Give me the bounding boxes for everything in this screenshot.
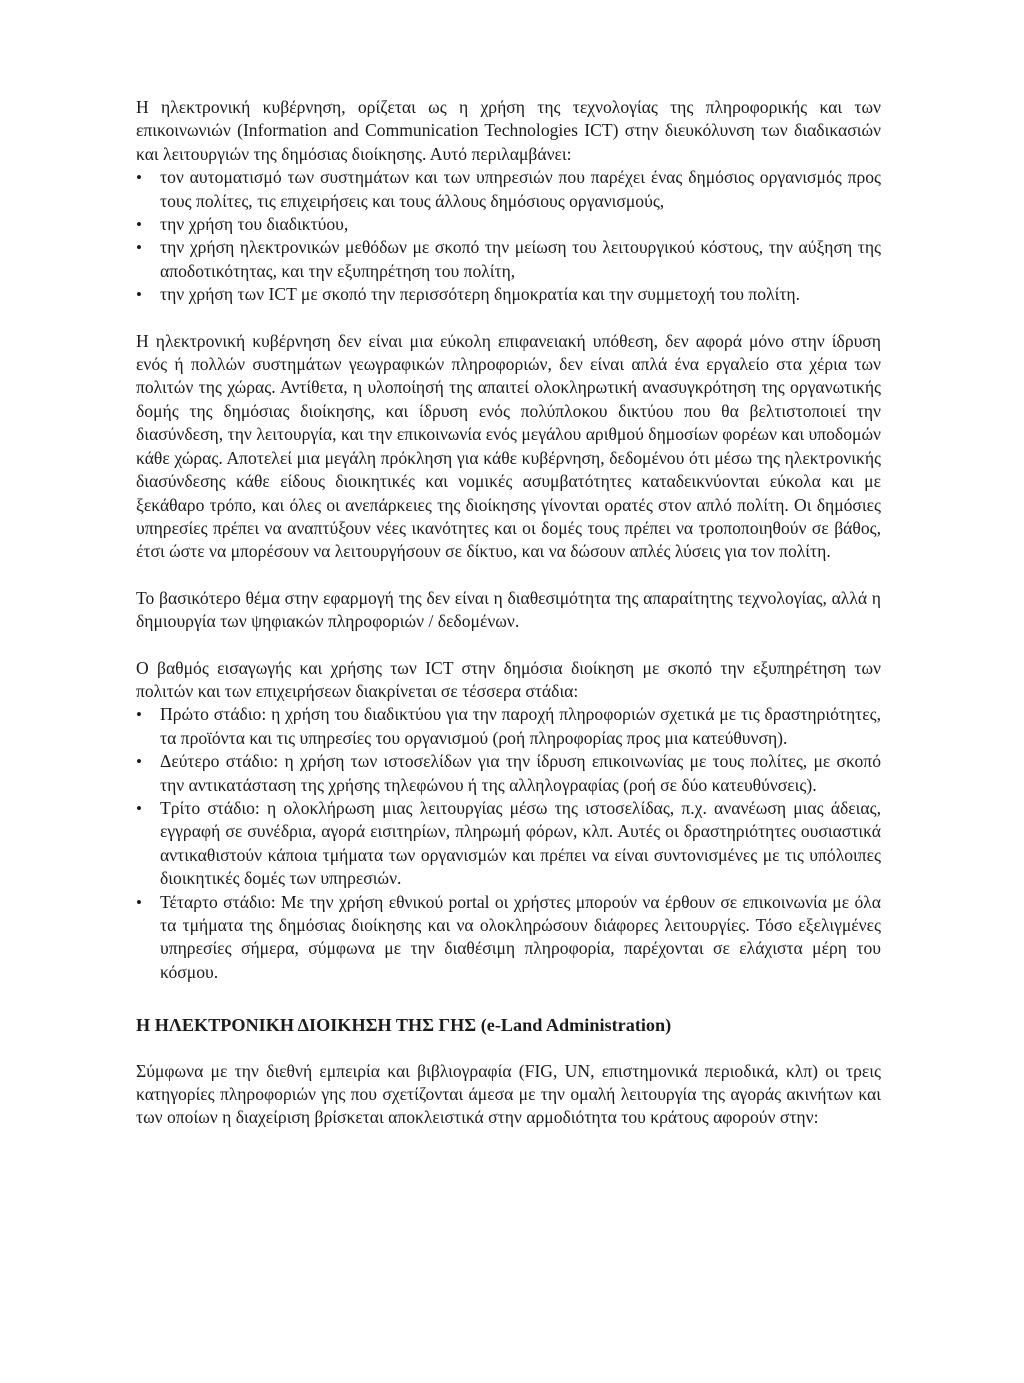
stages-bullet-list [136,703,881,984]
list-item: • Τέταρτο στάδιο: Με την χρήση εθνικού portal οι χρήστες μπορούν να έρθουν σε επικοινωνία με όλα τα τμήματα της δημόσιας διοίκησης και να ολοκληρώσουν διάφορες λειτουργίες. Τόσο εξελιγμένες υπηρεσίες σήμερα, σύμφωνα με την διαθέσιμη πληροφορία, παρέχονται σε ελάχιστα μέρη του κόσμου. [136,891,881,985]
intro-bullet-list [136,166,881,306]
document-page [136,96,881,1130]
list-item: • την χρήση ηλεκτρονικών μεθόδων με σκοπό την μείωση του λειτουργικού κόστους, την αύξηση της αποδοτικότητας, και την εξυπηρέτηση του πολίτη, [136,236,881,283]
list-item: • Τρίτο στάδιο: η ολοκλήρωση μιας λειτουργίας μέσω της ιστοσελίδας, π.χ. ανανέωση μιας άδειας, εγγραφή σε συνέδρια, αγορά εισιτηρίων, πληρωμή φόρων, κλπ. Αυτές οι δραστηριότητες ουσιαστικά αντικαθιστούν κάποια τμήματα των οργανισμών και πρέπει να είναι συντονισμένες με τις υπόλοιπες διοικητικές δομές των υπηρεσιών. [136,797,881,891]
list-item: • τον αυτοματισμό των συστημάτων και των υπηρεσιών που παρέχει ένας δημόσιος οργανισμός προς τους πολίτες, τις επιχειρήσεις και τους άλλους δημόσιους οργανισμούς, [136,166,881,213]
section-heading: Η ΗΛΕΚΤΡΟΝΙΚΗ ΔΙΟΙΚΗΣΗ ΤΗΣ ΓΗΣ (e-Land Administration) [136,1015,672,1036]
land-info-paragraph: Σύμφωνα με την διεθνή εμπειρία και βιβλιογραφία (FIG, UN, επιστημονικά περιοδικά, κλπ) οι τρεις κατηγορίες πληροφοριών γης που σχετίζονται άμεσα με την ομαλή λειτουργία της αγοράς ακινήτων και των οποίων η διαχείριση βρίσκεται αποκλειστικά στην αρμοδιότητα του κράτους αφορούν στην: [136,1060,881,1128]
list-item: • την χρήση των ICT με σκοπό την περισσότερη δημοκρατία και την συμμετοχή του πολίτη. [136,283,881,306]
stages-intro-paragraph: Ο βαθμός εισαγωγής και χρήσης των ICT στην δημόσια διοίκηση με σκοπό την εξυπηρέτηση των πολιτών και των επιχειρήσεων διακρίνεται σε τέσσερα στάδια: [136,657,881,701]
list-item: • την χρήση του διαδικτύου, [136,213,881,236]
e-government-paragraph: Η ηλεκτρονική κυβέρνηση δεν είναι μια εύκολη επιφανειακή υπόθεση, δεν αφορά μόνο στην ίδρυση ενός ή πολλών συστημάτων γεωγραφικών πληροφοριών, δεν είναι απλά ένα εργαλείο στα χέρια των πολιτών της χώρας. Αντίθετα, η υλοποίησή της απαιτεί ολοκληρωτική ανασυγκρότηση της οργανωτικής δομής της δημόσιας διοίκησης, και ίδρυση ενός πολύπλοκου δικτύου που θα βελτιστοποιεί την διασύνδεση, την λειτουργία, και την επικοινωνία ενός μεγάλου αριθμού δημοσίων φορέων και υποδομών κάθε χώρας. Αποτελεί μια μεγάλη πρόκληση για κάθε κυβέρνηση, δεδομένου ότι μέσω της ηλεκτρονικής διασύνδεσης κάθε είδους διοικητικές και νομικές ασυμβατότητες καταδεικνύονται εύκολα και με ξεκάθαρο τρόπο, και όλες οι ανεπάρκειες της διοίκησης γίνονται ορατές στον απλό πολίτη. Οι δημόσιες υπηρεσίες πρέπει να αναπτύξουν νέες ικανότητες και οι δομές τους πρέπει να τροποποιηθούν σε βάθος, έτσι ώστε να μπορέσουν να λειτουργήσουν σε δίκτυο, και να δώσουν απλές λύσεις για τον πολίτη. [136,330,881,562]
intro-paragraph: Η ηλεκτρονική κυβέρνηση, ορίζεται ως η χρήση της τεχνολογίας της πληροφορικής και των επικοινωνιών (Information and Communication Technologies ICT) στην διευκόλυνση των διαδικασιών και λειτουργιών της δημόσιας διοίκησης. Αυτό περιλαμβάνει: [136,97,881,164]
list-item: • Πρώτο στάδιο: η χρήση του διαδικτύου για την παροχή πληροφοριών σχετικά με τις δραστηριότητες, τα προϊόντα και τις υπηρεσίες του οργανισμού (ροή πληροφορίας προς μια κατεύθυνση). [136,703,881,750]
list-item: • Δεύτερο στάδιο: η χρήση των ιστοσελίδων για την ίδρυση επικοινωνίας με τους πολίτες, με σκοπό την αντικατάσταση της χρήσης τηλεφώνου ή της αλληλογραφίας (ροή σε δύο κατευθύνσεις). [136,750,881,797]
key-issue-paragraph: Το βασικότερο θέμα στην εφαρμογή της δεν είναι η διαθεσιμότητα της απαραίτητης τεχνολογίας, αλλά η δημιουργία των ψηφιακών πληροφοριών / δεδομένων. [136,587,881,632]
